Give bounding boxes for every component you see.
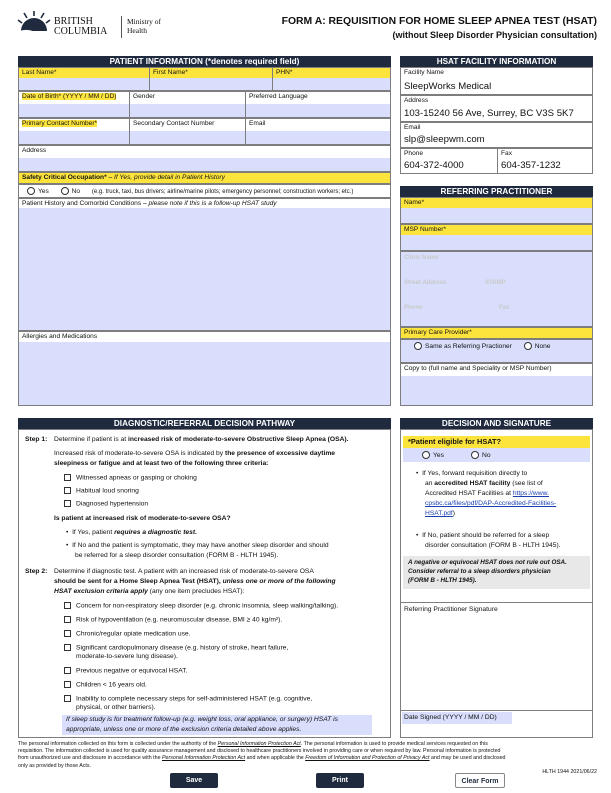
yes-line-2c: (see list of — [510, 480, 543, 487]
privacy-1b: Personal Information Protection Act — [217, 741, 301, 747]
date-divider — [400, 710, 593, 711]
facility-name-label: Facility Name — [404, 69, 444, 76]
form-title: FORM A: REQUISITION FOR HOME SLEEP APNEA TEST (HSAT) — [281, 16, 597, 27]
privacy-3a: from unauthorized use and disclosure in accordance with the — [18, 755, 162, 762]
occupation-note: – If Yes, provide detail in Patient History — [106, 174, 225, 181]
occupation-no-radio[interactable] — [61, 187, 69, 195]
street-address-label: Street Address — [404, 280, 447, 286]
date-signed-field[interactable]: Date Signed (YYYY / MM / DD) — [404, 714, 497, 721]
last-name-label: Last Name* — [22, 69, 57, 76]
criteria-item — [64, 500, 148, 508]
yes-instructions: • If Yes, forward requisition directly to an accredited HSAT facility (see list of Accredited HSAT Facilities at https://www. cpsbc.ca/files/pdf/DAP-Accredited-Facilities- HSAT.pdf) — [416, 470, 557, 517]
step1-p1 — [54, 450, 335, 458]
logo-text-1: BRITISH — [54, 16, 93, 27]
form-subtitle: (without Sleep Disorder Physician consultation) — [392, 30, 597, 40]
eligible-yes — [422, 451, 444, 460]
privacy-3c: and when applicable the — [245, 755, 306, 762]
privacy-3d: Freedom of Information and Protection of Privacy Act — [305, 755, 430, 762]
occupation-label: Safety Critical Occupation* — [22, 174, 107, 181]
privacy-3e: and may be used and disclosed — [429, 755, 506, 762]
dob-label: Date of Birth* (YYYY / MM / DD) — [22, 93, 117, 100]
facility-fax-label: Fax — [501, 150, 512, 157]
step1-text-a: Determine if patient is at — [54, 436, 128, 443]
step1-p1-a: Increased risk of moderate-to-severe OSA is indicated by — [54, 450, 225, 457]
privacy-notice — [18, 741, 596, 770]
occupation-yes-radio[interactable] — [27, 187, 35, 195]
facility-phone-value: 604-372-4000 — [404, 160, 464, 171]
logo-text-2: COLUMBIA — [54, 26, 108, 37]
exclusion-label: Significant cardiopulmonary disease (e.g. history of stroke, heart failure, — [76, 644, 289, 652]
pcp-options — [400, 339, 593, 363]
occupation-field — [18, 172, 391, 184]
history-label: Patient History and Comorbid Conditions — [22, 200, 142, 207]
first-name-input-area — [150, 78, 272, 90]
secondary-contact-label: Secondary Contact Number — [133, 120, 215, 127]
step1-text-b: increased risk of moderate-to-severe Obstructive Sleep Apnea (OSA). — [127, 436, 349, 443]
gender-label: Gender — [133, 93, 155, 100]
exclusion-item — [64, 630, 191, 638]
signature-field[interactable]: Referring Practitioner Signature — [404, 606, 498, 613]
eligible-yes-radio[interactable] — [422, 451, 430, 459]
step1-label: Step 1: — [25, 436, 48, 443]
sun-icon — [17, 11, 51, 33]
exclusion-checkbox[interactable] — [64, 630, 71, 637]
negative-note-1: A negative or equivocal HSAT does not rule out OSA. — [408, 559, 567, 566]
pcp-none-radio[interactable] — [524, 342, 532, 350]
exclusion-checkbox[interactable] — [64, 602, 71, 609]
exclusion-checkbox[interactable] — [64, 695, 71, 702]
eligible-no — [471, 451, 491, 460]
email-input-area — [246, 131, 390, 144]
privacy-4: only as provided by those Acts. — [18, 762, 92, 769]
facility-phone-field[interactable] — [400, 148, 498, 174]
facility-email-value: slp@sleepwm.com — [404, 134, 485, 145]
save-button[interactable]: Save — [170, 773, 218, 788]
ministry-text-2: Health — [127, 26, 147, 35]
exclusion-item — [64, 616, 282, 624]
practitioner-name-input-area — [401, 208, 592, 223]
stamp-label: STAMP — [485, 280, 506, 286]
history-note: – please note if this is a follow-up HSAT study — [141, 200, 277, 207]
pathway-bar: DIAGNOSTIC/REFERRAL DECISION PATHWAY — [18, 418, 391, 429]
dob-input-area — [19, 104, 129, 117]
clear-form-button[interactable]: Clear Form — [455, 773, 505, 788]
risk-no-text-1: • If No and the patient is symptomatic, they may have another sleep disorder and should — [66, 542, 329, 549]
same-as-referring-radio[interactable] — [414, 342, 422, 350]
history-input-area — [19, 208, 390, 330]
yes-line-2b: accredited HSAT facility — [434, 480, 511, 487]
address-label: Address — [22, 147, 47, 154]
step2-p2-a: should be sent for a Home Sleep Apnea Test (HSAT), — [54, 578, 223, 585]
accredited-link[interactable]: https://www. — [512, 490, 549, 497]
facility-phone-label: Phone — [404, 150, 424, 157]
negative-note-3: (FORM B - HLTH 1945). — [408, 577, 477, 584]
facility-address-label: Address — [404, 97, 429, 104]
criteria-item — [64, 474, 197, 482]
facility-email-label: Email — [404, 124, 421, 131]
yes-line-3a: Accredited HSAT Facilities at — [425, 490, 513, 497]
no-line-1: If No, patient should be referred for a sleep — [422, 532, 550, 539]
risk-no-text-2: be referred for a sleep disorder consultation (FORM B - HLTH 1945). — [75, 552, 279, 559]
signature-divider — [400, 602, 593, 603]
exclusion-item — [64, 695, 312, 703]
exclusion-checkbox[interactable] — [64, 616, 71, 623]
step2-p3-b: (any one item precludes HSAT): — [149, 588, 245, 595]
first-name-label: First Name* — [153, 69, 188, 76]
exclusion-checkbox[interactable] — [64, 681, 71, 688]
step1-p1-b: the presence of excessive daytime — [224, 450, 336, 457]
step2-p2 — [54, 578, 336, 586]
risk-yes-a: If Yes, patient — [72, 529, 115, 536]
privacy-1c: . The personal information is used to provide medical services requested on this — [300, 741, 488, 747]
criteria-checkbox[interactable] — [64, 474, 71, 481]
clinic-name-label: Clinic Name — [404, 255, 439, 261]
print-button[interactable]: Print — [316, 773, 364, 788]
eligible-question: *Patient eligible for HSAT? — [408, 437, 502, 446]
pcp-label: Primary Care Provider* — [404, 329, 472, 336]
decision-bar: DECISION AND SIGNATURE — [400, 418, 593, 429]
copy-to-label: Copy to (full name and Speciality or MSP Number) — [404, 365, 552, 372]
yes-line-2a: an — [425, 480, 435, 487]
criteria-item — [64, 487, 139, 495]
exclusion-label: Risk of hypoventilation (e.g. neuromuscular disease, BMI ≥ 40 kg/m²). — [76, 616, 283, 624]
eligible-no-label: No — [482, 451, 491, 459]
privacy-2: requisition. The information collected is used for quality assurance management and disclosed to healthcare practitioners involved in providing care or when required by law. Personal information is protected — [18, 748, 501, 755]
step1-text — [54, 436, 348, 444]
step2-p3-a: HSAT exclusion criteria apply — [54, 588, 150, 595]
msp-number-label: MSP Number* — [404, 226, 447, 233]
exclusion-item — [64, 644, 288, 652]
treatment-note-2: appropriate, unless one or more of the exclusion criteria detailed above applies. — [66, 726, 302, 733]
patient-info-bar: PATIENT INFORMATION (*denotes required field) — [18, 56, 391, 67]
occupation-yes-label: Yes — [38, 187, 49, 195]
risk-yes-b: requires a diagnostic test. — [114, 529, 197, 536]
email-label: Email — [249, 120, 266, 127]
gender-input-area — [130, 104, 245, 117]
criteria-checkbox[interactable] — [64, 487, 71, 494]
ministry-text-1: Ministry of — [127, 17, 161, 26]
eligible-yes-label: Yes — [433, 451, 444, 459]
criteria-label: Witnessed apneas or gasping or choking — [76, 474, 197, 482]
exclusion-checkbox[interactable] — [64, 644, 71, 651]
treatment-note-1: If sleep study is for treatment follow-up (e.g. weight loss, oral appliance, or surgery) HSAT is — [66, 716, 338, 723]
exclusion-label: Concern for non-respiratory sleep disorder (e.g. chronic insomnia, sleep walking/talking). — [76, 602, 339, 610]
clinic-stamp-area[interactable] — [400, 251, 593, 327]
criteria-checkbox[interactable] — [64, 500, 71, 507]
allergies-input-area — [19, 342, 390, 405]
exclusion-item — [64, 681, 147, 689]
negative-note-2: Consider referral to a sleep disorders physician — [408, 568, 551, 575]
exclusion-item — [64, 602, 338, 610]
primary-contact-input-area — [19, 131, 129, 144]
risk-question: Is patient at increased risk of moderate-to-severe OSA? — [54, 515, 231, 522]
criteria-label: Diagnosed hypertension — [76, 500, 149, 508]
accredited-link-cont[interactable]: cpsbc.ca/files/pdf/DAP-Accredited-Facilities- — [425, 500, 557, 507]
last-name-input-area — [19, 78, 149, 90]
no-line-2: disorder consultation (FORM B - HLTH 1945). — [425, 542, 561, 549]
criteria-label: Habitual loud snoring — [76, 487, 139, 495]
facility-name-field[interactable] — [400, 67, 593, 95]
exclusion-label: Chronic/regular opiate medication use. — [76, 630, 191, 638]
exclusion-label: Children < 16 years old. — [76, 681, 147, 689]
address-input-area — [19, 158, 390, 171]
occupation-examples: (e.g. truck, taxi, bus drivers; airline/marine pilots; emergency personnel; construction workers; etc.) — [91, 188, 354, 195]
step1-p2: sleepiness or fatigue and at least two of the following three criteria: — [54, 460, 269, 467]
facility-address-value: 103-15240 56 Ave, Surrey, BC V3S 5K7 — [404, 108, 574, 119]
phn-label: PHN* — [276, 69, 293, 76]
language-label: Preferred Language — [249, 93, 308, 100]
allergies-label: Allergies and Medications — [22, 333, 98, 340]
stamp-phone-label: Phone — [404, 305, 423, 311]
msp-number-input-area — [401, 235, 592, 250]
step2-label: Step 2: — [25, 568, 48, 575]
no-instructions: • If No, patient should be referred for a sleep disorder consultation (FORM B - HLTH 1945). — [416, 532, 561, 549]
facility-bar: HSAT FACILITY INFORMATION — [400, 56, 593, 67]
occupation-no-label: No — [71, 187, 81, 195]
bc-logo — [14, 11, 161, 45]
same-as-referring-label: Same as Referring Practioner — [425, 342, 512, 350]
logo-divider — [121, 16, 122, 38]
exclusion-continuation: physical, or other barriers). — [76, 704, 156, 711]
eligible-no-radio[interactable] — [471, 451, 479, 459]
secondary-contact-input-area — [130, 131, 245, 144]
exclusion-label: Inability to complete necessary steps for self-administered HSAT (e.g. cognitive, — [76, 695, 313, 703]
pcp-field — [400, 327, 593, 339]
pcp-none-label: None — [534, 342, 551, 350]
exclusion-checkbox[interactable] — [64, 667, 71, 674]
risk-no-a: If No and the patient is symptomatic, they may have another sleep disorder and should — [72, 542, 329, 549]
referring-bar: REFERRING PRACTITIONER — [400, 186, 593, 197]
risk-yes-text: • If Yes, patient requires a diagnostic test. — [66, 529, 197, 536]
facility-name-value: SleepWorks Medical — [404, 81, 492, 92]
facility-email-field[interactable] — [400, 122, 593, 148]
stamp-fax-label: Fax — [499, 305, 510, 311]
phn-input-area — [273, 78, 390, 90]
accredited-link-end[interactable]: HSAT.pdf — [425, 510, 453, 517]
primary-contact-label: Primary Contact Number* — [22, 120, 98, 127]
exclusion-continuation: moderate-to-severe lung disease). — [76, 653, 178, 660]
form-id: HLTH 1944 2021/06/22 — [542, 769, 597, 775]
copy-to-input-area — [401, 376, 592, 405]
exclusion-label: Previous negative or equivocal HSAT. — [76, 667, 188, 675]
exclusion-item — [64, 667, 187, 675]
step2-p1: Determine if diagnostic test. A patient with an increased risk of moderate-to-severe OSA — [54, 568, 314, 575]
facility-fax-field[interactable] — [497, 148, 593, 174]
step2-p3 — [54, 588, 244, 596]
yes-line-1: If Yes, forward requisition directly to — [422, 470, 528, 477]
occupation-options — [18, 184, 391, 198]
privacy-3b: Personal Information Protection Act — [161, 755, 246, 762]
language-input-area — [246, 104, 390, 117]
facility-address-field[interactable] — [400, 95, 593, 122]
step2-p2-b: unless one or more of the following — [222, 578, 336, 585]
privacy-1a: The personal information collected on this form is collected under the authority of the — [18, 741, 218, 747]
practitioner-name-label: Name* — [404, 199, 425, 206]
facility-fax-value: 604-357-1232 — [501, 160, 561, 171]
